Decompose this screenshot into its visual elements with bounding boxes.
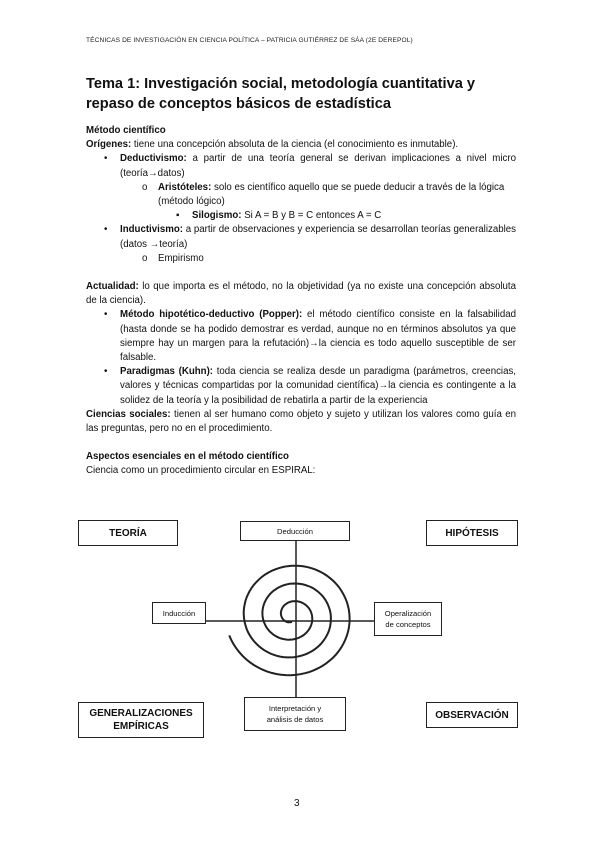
box-deduccion — [240, 521, 350, 541]
box-teoria — [78, 520, 178, 546]
text-popper: el método científico consiste en la falsabilidad (hasta donde se ha podido demostrar es verdad, aunque no en términos absolutos ya que siempre hay un margen para la refutación)→la ciencia es todo aquello susceptible de ser falsable. — [120, 309, 516, 364]
text-silogismo: Si A = B y B = C entonces A = C — [241, 210, 382, 222]
text-actualidad: lo que importa es el método, no la objetividad (ya no existe una concepción absoluta de la ciencia). — [86, 281, 516, 307]
circle-marker: o — [142, 252, 148, 264]
text-empirismo: Empirismo — [158, 252, 204, 264]
box-generalizaciones — [78, 702, 204, 738]
term-popper: Método hipotético-deductivo (Popper): — [120, 309, 303, 321]
label-hipotesis: HIPÓTESIS — [445, 527, 499, 539]
page-number: 3 — [294, 798, 300, 809]
bullet-marker: • — [104, 153, 108, 165]
term-kuhn: Paradigmas (Kuhn): — [120, 366, 214, 378]
term-deductivismo: Deductivismo: — [120, 153, 187, 165]
label-interpretacion-2: análisis de datos — [266, 715, 324, 724]
term-actualidad: Actualidad: — [86, 281, 139, 293]
box-interpretacion — [244, 697, 346, 731]
term-origenes: Orígenes: — [86, 139, 132, 151]
bullet-marker: • — [104, 309, 108, 321]
text-deductivismo: a partir de una teoría general se derivan implicaciones a nivel micro (teoría→datos) — [120, 153, 516, 179]
box-hipotesis — [426, 520, 518, 546]
bullet-marker: • — [104, 224, 108, 236]
label-operacionalizacion-1: Operalización — [384, 609, 432, 618]
term-inductivismo: Inductivismo: — [120, 224, 183, 236]
text-aristoteles: solo es científico aquello que se puede deducir a través de la lógica (método lógico) — [158, 181, 505, 208]
running-header: TÉCNICAS DE INVESTIGACIÓN EN CIENCIA POLÍTICA – PATRICIA GUTIÉRREZ DE SÁA (2E DEREPOL) — [86, 37, 413, 44]
label-observacion: OBSERVACIÓN — [435, 709, 509, 721]
section-heading-metodo: Método científico — [86, 125, 166, 136]
bullet-marker: • — [104, 366, 108, 378]
box-operacionalizacion — [374, 602, 442, 636]
text-origenes: tiene una concepción absoluta de la ciencia (el conocimiento es inmutable). — [131, 139, 459, 151]
label-deduccion: Deducción — [277, 526, 313, 536]
page-title: Tema 1: Investigación social, metodología cuantitativa y repaso de conceptos básicos de estadística — [86, 76, 475, 112]
text-kuhn: toda ciencia se realiza desde un paradigma (parámetros, creencias, valores y técnicas compartidas por la comunidad científica)→la ciencia es contingente a la solidez de la teoría y la posibilidad de rebatirla a partir de la experiencia — [120, 366, 517, 406]
term-aristoteles: Aristóteles: — [158, 181, 212, 193]
text-ciencias-sociales: tienen al ser humano como objeto y sujeto y utilizan los valores como guía en las preguntas, pero no en el procedimiento. — [86, 408, 516, 435]
paragraph-espiral-intro: Ciencia como un procedimiento circular en ESPIRAL: — [86, 465, 316, 477]
label-operacionalizacion-2: de conceptos — [385, 620, 431, 629]
circle-marker: o — [142, 181, 148, 193]
label-induccion: Inducción — [162, 608, 196, 618]
label-generalizaciones-2: EMPÍRICAS — [113, 721, 169, 732]
box-induccion — [152, 602, 206, 624]
box-observacion — [426, 702, 518, 728]
label-generalizaciones-1: GENERALIZACIONES — [89, 708, 193, 719]
text-inductivismo: a partir de observaciones y experiencia se desarrollan teorías generalizables (datos →teoría) — [120, 224, 516, 250]
section-heading-aspectos: Aspectos esenciales en el método científico — [86, 451, 289, 463]
term-ciencias-sociales: Ciencias sociales: — [86, 408, 171, 420]
label-interpretacion-1: Interpretación y — [268, 704, 322, 713]
square-marker: ▪ — [176, 210, 180, 222]
label-teoria: TEORÍA — [109, 527, 147, 539]
term-silogismo: Silogismo: — [192, 210, 242, 222]
